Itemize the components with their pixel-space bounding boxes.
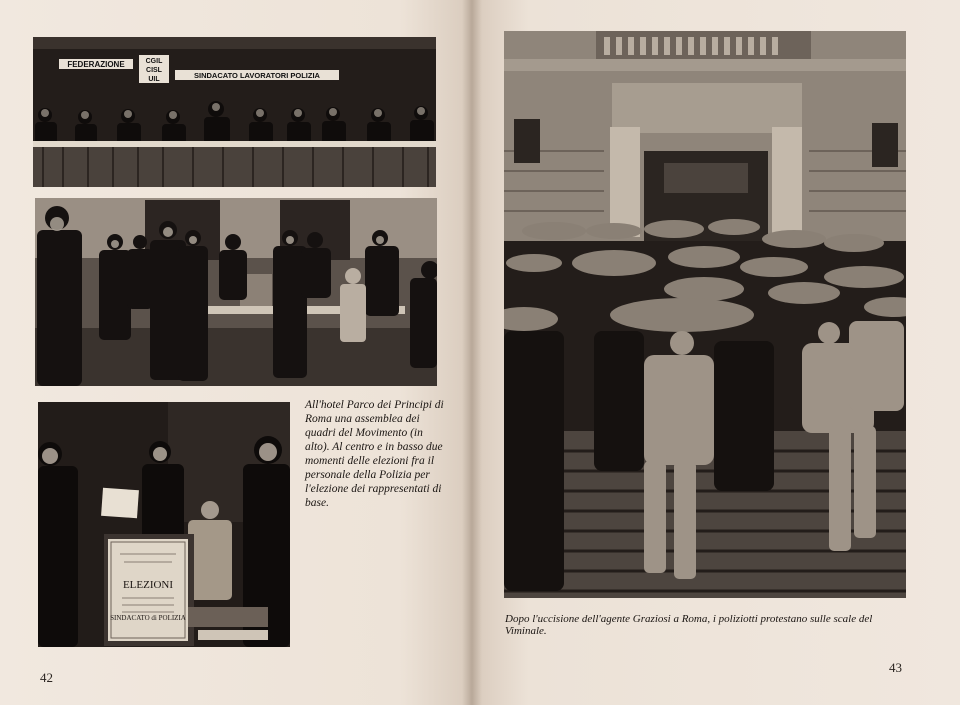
page-number-right: 43 <box>889 660 902 675</box>
ballot-sign-sindacato: SINDACATO di POLIZIA <box>110 614 186 622</box>
banner-logo-3: UIL <box>148 76 160 83</box>
book-gutter <box>462 0 482 705</box>
banner-federazione: FEDERAZIONE <box>67 60 125 69</box>
photo-assembly <box>33 37 436 187</box>
ballot-sign-elezioni: ELEZIONI <box>122 579 174 591</box>
caption-right: Dopo l'uccisione dell'agente Graziosi a Roma, i poliziotti protestano sulle scale del Viminale. <box>505 613 873 637</box>
banner-logo-1: CGIL <box>145 58 163 65</box>
photo-election-hall <box>35 198 437 386</box>
banner-sindacato: SINDACATO LAVORATORI POLIZIA <box>194 71 320 80</box>
photo-voting <box>38 402 290 647</box>
photo-viminale-protest <box>504 31 906 598</box>
banner-logo-2: CISL <box>146 67 162 74</box>
page-number-left: 42 <box>40 670 53 685</box>
caption-left: All'hotel Parco dei Principi di Roma una assemblea dei quadri del Movimento (in alto). Al centro e in basso due momenti delle elezioni fra il personale della Polizia per l'elezione dei rappresentati di base. <box>305 399 444 509</box>
